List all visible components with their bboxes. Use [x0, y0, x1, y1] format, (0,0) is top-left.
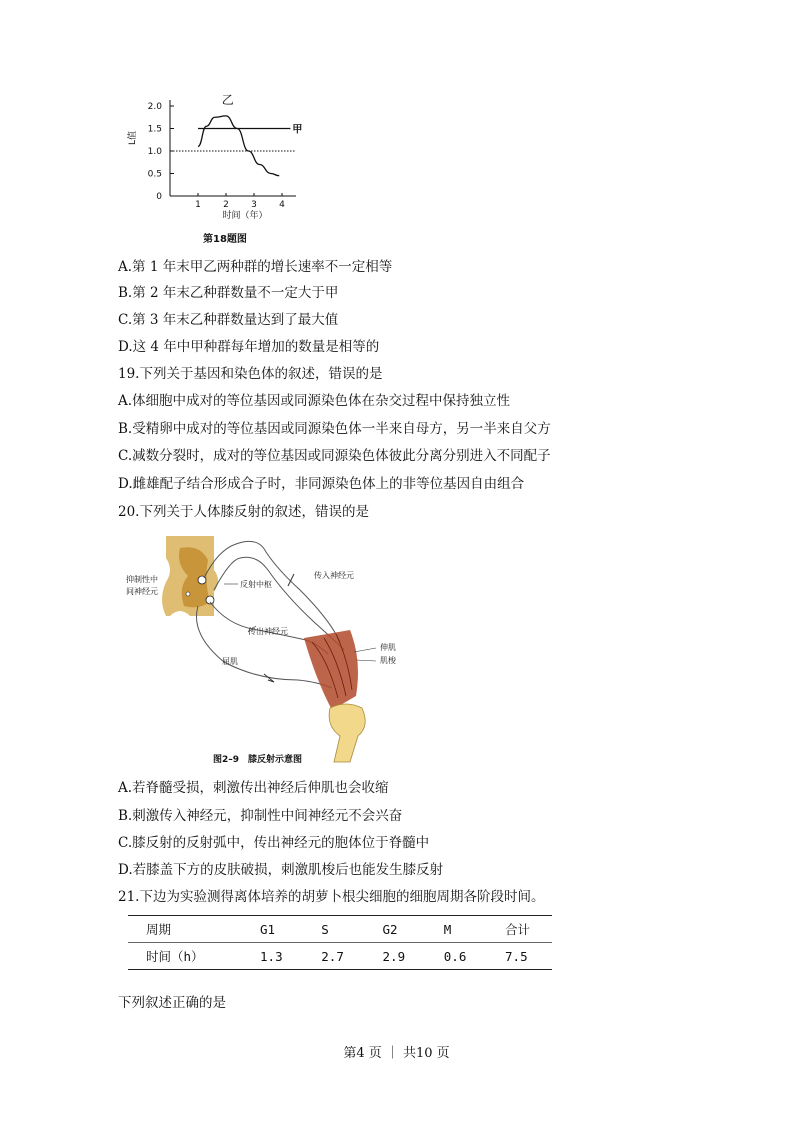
table-cell: 7.5	[505, 948, 528, 964]
q20-stem: 20.下列关于人体膝反射的叙述，错误的是	[118, 504, 369, 520]
q19-option-c: C.减数分裂时，成对的等位基因或同源染色体彼此分离分别进入不同配子	[118, 448, 551, 464]
q18-option-b: B.第 2 年末乙种群数量不一定大于甲	[118, 285, 339, 301]
cell-cycle-table	[128, 915, 552, 970]
q20-option-b: B.刺激传入神经元，抑制性中间神经元不会兴奋	[118, 808, 403, 824]
y-tick-label: 0	[156, 192, 162, 202]
table-header-cell: 合计	[505, 922, 531, 937]
label-inhibitory-interneuron-2: 间神经元	[126, 587, 158, 596]
table-header-cell: 周期	[146, 922, 172, 937]
label-afferent-neuron: 传入神经元	[314, 571, 354, 580]
q18-option-c: C.第 3 年末乙种群数量达到了最大值	[118, 312, 339, 328]
x-tick-label: 3	[251, 200, 257, 210]
series-yi-curve	[198, 116, 279, 176]
q20-option-a: A.若脊髓受损，刺激传出神经后伸肌也会收缩	[118, 780, 389, 796]
figure-18-caption: 第18题图	[203, 234, 247, 245]
series-jia-label: 甲	[292, 124, 303, 136]
series-yi-label: 乙	[221, 93, 234, 107]
leg-bone	[329, 704, 365, 762]
table-header-cell: M	[443, 921, 452, 937]
knee-reflex-diagram	[118, 530, 418, 765]
x-tick-label: 4	[279, 200, 285, 210]
q20-option-c: C.膝反射的反射弧中，传出神经元的胞体位于脊髓中	[118, 835, 430, 851]
label-leader	[354, 648, 376, 652]
y-axis-label: L值	[128, 130, 138, 146]
y-tick-label: 0.5	[147, 169, 162, 180]
label-reflex-center: 反射中枢	[240, 580, 272, 589]
label-inhibitory-interneuron-1: 抑制性中	[126, 575, 158, 584]
table-cell: 1.3	[260, 948, 283, 964]
table-row	[128, 943, 552, 970]
y-tick-label: 2.0	[147, 102, 162, 112]
q21-stem: 21.下边为实验测得离体培养的胡萝卜根尖细胞的细胞周期各阶段时间。	[118, 889, 545, 905]
label-efferent-neuron: 传出神经元	[248, 627, 288, 636]
q19-option-b: B.受精卵中成对的等位基因或同源染色体一半来自母方，另一半来自父方	[118, 421, 551, 437]
population-l-value-chart	[118, 92, 308, 220]
label-flexor: 屈肌	[222, 657, 238, 666]
interneuron-body	[186, 592, 190, 596]
q19-option-a: A.体细胞中成对的等位基因或同源染色体在杂交过程中保持独立性	[118, 393, 511, 409]
table-row-label: 时间（h）	[146, 949, 204, 964]
q18-option-a: A.第 1 年末甲乙两种群的增长速率不一定相等	[118, 259, 393, 275]
y-tick-label: 1.0	[147, 147, 162, 157]
label-spindle: 肌梭	[380, 656, 396, 665]
figure-2-9-caption: 图2–9 膝反射示意图	[213, 755, 303, 765]
q19-option-d: D.雌雄配子结合形成合子时，非同源染色体上的非等位基因自由组合	[118, 476, 525, 492]
table-header-row	[128, 916, 552, 943]
table-cell: 2.9	[382, 948, 406, 964]
table-header-cell: G2	[382, 921, 398, 937]
x-tick-label: 1	[195, 200, 201, 210]
label-extensor: 伸肌	[380, 643, 396, 652]
q19-stem: 19.下列关于基因和染色体的叙述，错误的是	[118, 366, 383, 382]
table-cell: 0.6	[443, 948, 467, 964]
table-header-cell: S	[321, 921, 329, 937]
table-cell: 2.7	[321, 948, 344, 964]
q18-option-d: D.这 4 年中甲种群每年增加的数量是相等的	[118, 339, 380, 355]
x-axis-label: 时间（年）	[222, 211, 268, 220]
q21-follow: 下列叙述正确的是	[118, 995, 226, 1011]
y-tick-label: 1.5	[147, 124, 162, 135]
page-footer: 第4 页 ｜ 共10 页	[343, 1046, 450, 1061]
table-header-cell: G1	[260, 921, 276, 937]
label-leader	[356, 660, 376, 661]
q20-option-d: D.若膝盖下方的皮肤破损，刺激肌梭后也能发生膝反射	[118, 862, 444, 878]
x-tick-label: 2	[223, 200, 229, 210]
